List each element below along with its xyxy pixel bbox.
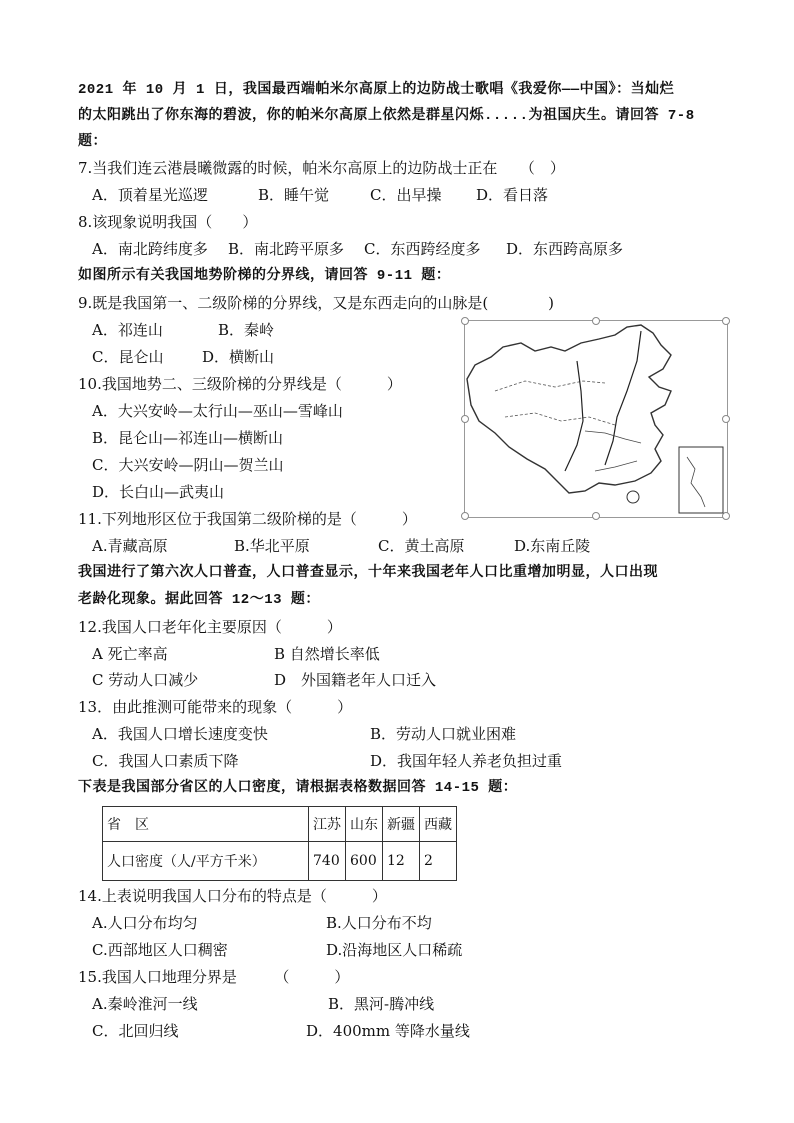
option-b[interactable]: B 自然增长率低 — [274, 645, 380, 663]
option-a[interactable]: A．南北跨纬度多 — [92, 240, 208, 258]
option-b[interactable]: B．昆仑山—祁连山—横断山 — [92, 429, 284, 447]
option-c[interactable]: C．昆仑山 — [92, 348, 164, 366]
option-b[interactable]: B．秦岭 — [218, 321, 275, 339]
option-d[interactable]: D.东南丘陵 — [514, 537, 591, 555]
option-c[interactable]: C.西部地区人口稠密 — [92, 941, 228, 959]
intro-text-line: 我国进行了第六次人口普查，人口普查显示，十年来我国老年人口比重增加明显，人口出现 — [78, 565, 658, 581]
option-c[interactable]: C．大兴安岭—阴山—贺兰山 — [92, 456, 284, 474]
table-cell: 740 — [309, 842, 346, 881]
question-12-stem: 12.我国人口老年化主要原因（ ） — [78, 618, 342, 636]
question-11-stem: 11.下列地形区位于我国第二级阶梯的是（ ） — [78, 510, 417, 528]
intro-text-line: 老龄化现象。据此回答 12～13 题： — [78, 592, 320, 608]
question-8-stem: 8.该现象说明我国（ ） — [78, 213, 258, 231]
option-b[interactable]: B.人口分布不均 — [326, 914, 432, 932]
option-b[interactable]: B．黑河-腾冲线 — [328, 995, 435, 1013]
option-a[interactable]: A.人口分布均匀 — [92, 914, 198, 932]
option-c[interactable]: C 劳动人口减少 — [92, 671, 199, 689]
option-d[interactable]: D．横断山 — [202, 348, 275, 366]
china-terrain-map — [464, 320, 728, 518]
option-a[interactable]: A.青藏高原 — [92, 537, 168, 555]
option-d[interactable]: D.沿海地区人口稀疏 — [326, 941, 463, 959]
intro-text-line: 的太阳跳出了你东海的碧波，你的帕米尔高原上依然是群星闪烁.....为祖国庆生。请回答 7-8 — [78, 108, 695, 124]
question-13-stem: 13．由此推测可能带来的现象（ ） — [78, 698, 353, 716]
china-outline-icon — [465, 321, 727, 517]
table-cell: 12 — [383, 842, 420, 881]
table-cell: 人口密度（人/平方千米） — [103, 842, 309, 881]
table-cell: 山东 — [346, 807, 383, 842]
intro-text-line: 2021 年 10 月 1 日，我国最西端帕米尔高原上的边防战士歌唱《我爱你——中国》：当灿烂 — [78, 82, 675, 98]
table-cell: 新疆 — [383, 807, 420, 842]
option-a[interactable]: A．我国人口增长速度变快 — [92, 725, 268, 743]
option-b[interactable]: B．睡午觉 — [258, 186, 330, 204]
option-b[interactable]: B.华北平原 — [234, 537, 310, 555]
option-d[interactable]: D．看日落 — [476, 186, 549, 204]
intro-text-line: 下表是我国部分省区的人口密度，请根据表格数据回答 14-15 题： — [78, 780, 518, 796]
option-a[interactable]: A．祁连山 — [92, 321, 163, 339]
table-row — [103, 842, 457, 881]
table-cell: 江苏 — [309, 807, 346, 842]
question-14-stem: 14.上表说明我国人口分布的特点是（ ） — [78, 887, 387, 905]
option-a[interactable]: A．大兴安岭—太行山—巫山—雪峰山 — [92, 402, 343, 420]
question-7-stem: 7.当我们连云港晨曦微露的时候，帕米尔高原上的边防战士正在 （ ） — [78, 159, 565, 177]
question-9-stem: 9.既是我国第一、二级阶梯的分界线，又是东西走向的山脉是( ) — [78, 294, 555, 312]
option-a[interactable]: A.秦岭淮河一线 — [92, 995, 198, 1013]
question-10-stem: 10.我国地势二、三级阶梯的分界线是（ ） — [78, 375, 402, 393]
table-header-row — [103, 807, 457, 842]
option-c[interactable]: C．东西跨经度多 — [364, 240, 481, 258]
population-density-table — [102, 806, 457, 881]
option-d[interactable]: D．长白山—武夷山 — [92, 483, 225, 501]
option-a[interactable]: A 死亡率高 — [92, 645, 168, 663]
option-c[interactable]: C．北回归线 — [92, 1022, 179, 1040]
option-b[interactable]: B．南北跨平原多 — [228, 240, 345, 258]
option-c[interactable]: C．我国人口素质下降 — [92, 752, 239, 770]
option-c[interactable]: C．黄土高原 — [378, 537, 465, 555]
intro-text-line: 如图所示有关我国地势阶梯的分界线，请回答 9-11 题： — [78, 268, 451, 284]
table-cell: 西藏 — [420, 807, 457, 842]
option-a[interactable]: A．顶着星光巡逻 — [92, 186, 208, 204]
table-cell: 省 区 — [103, 807, 309, 842]
option-d[interactable]: D 外国籍老年人口迁入 — [274, 671, 437, 689]
option-d[interactable]: D．东西跨高原多 — [506, 240, 624, 258]
option-d[interactable]: D．我国年轻人养老负担过重 — [370, 752, 563, 770]
table-cell: 600 — [346, 842, 383, 881]
question-15-stem: 15.我国人口地理分界是 （ ） — [78, 968, 350, 986]
option-d[interactable]: D．400mm 等降水量线 — [306, 1022, 470, 1040]
option-c[interactable]: C．出早操 — [370, 186, 442, 204]
intro-text-line: 题： — [78, 134, 107, 150]
table-cell: 2 — [420, 842, 457, 881]
option-b[interactable]: B．劳动人口就业困难 — [370, 725, 517, 743]
